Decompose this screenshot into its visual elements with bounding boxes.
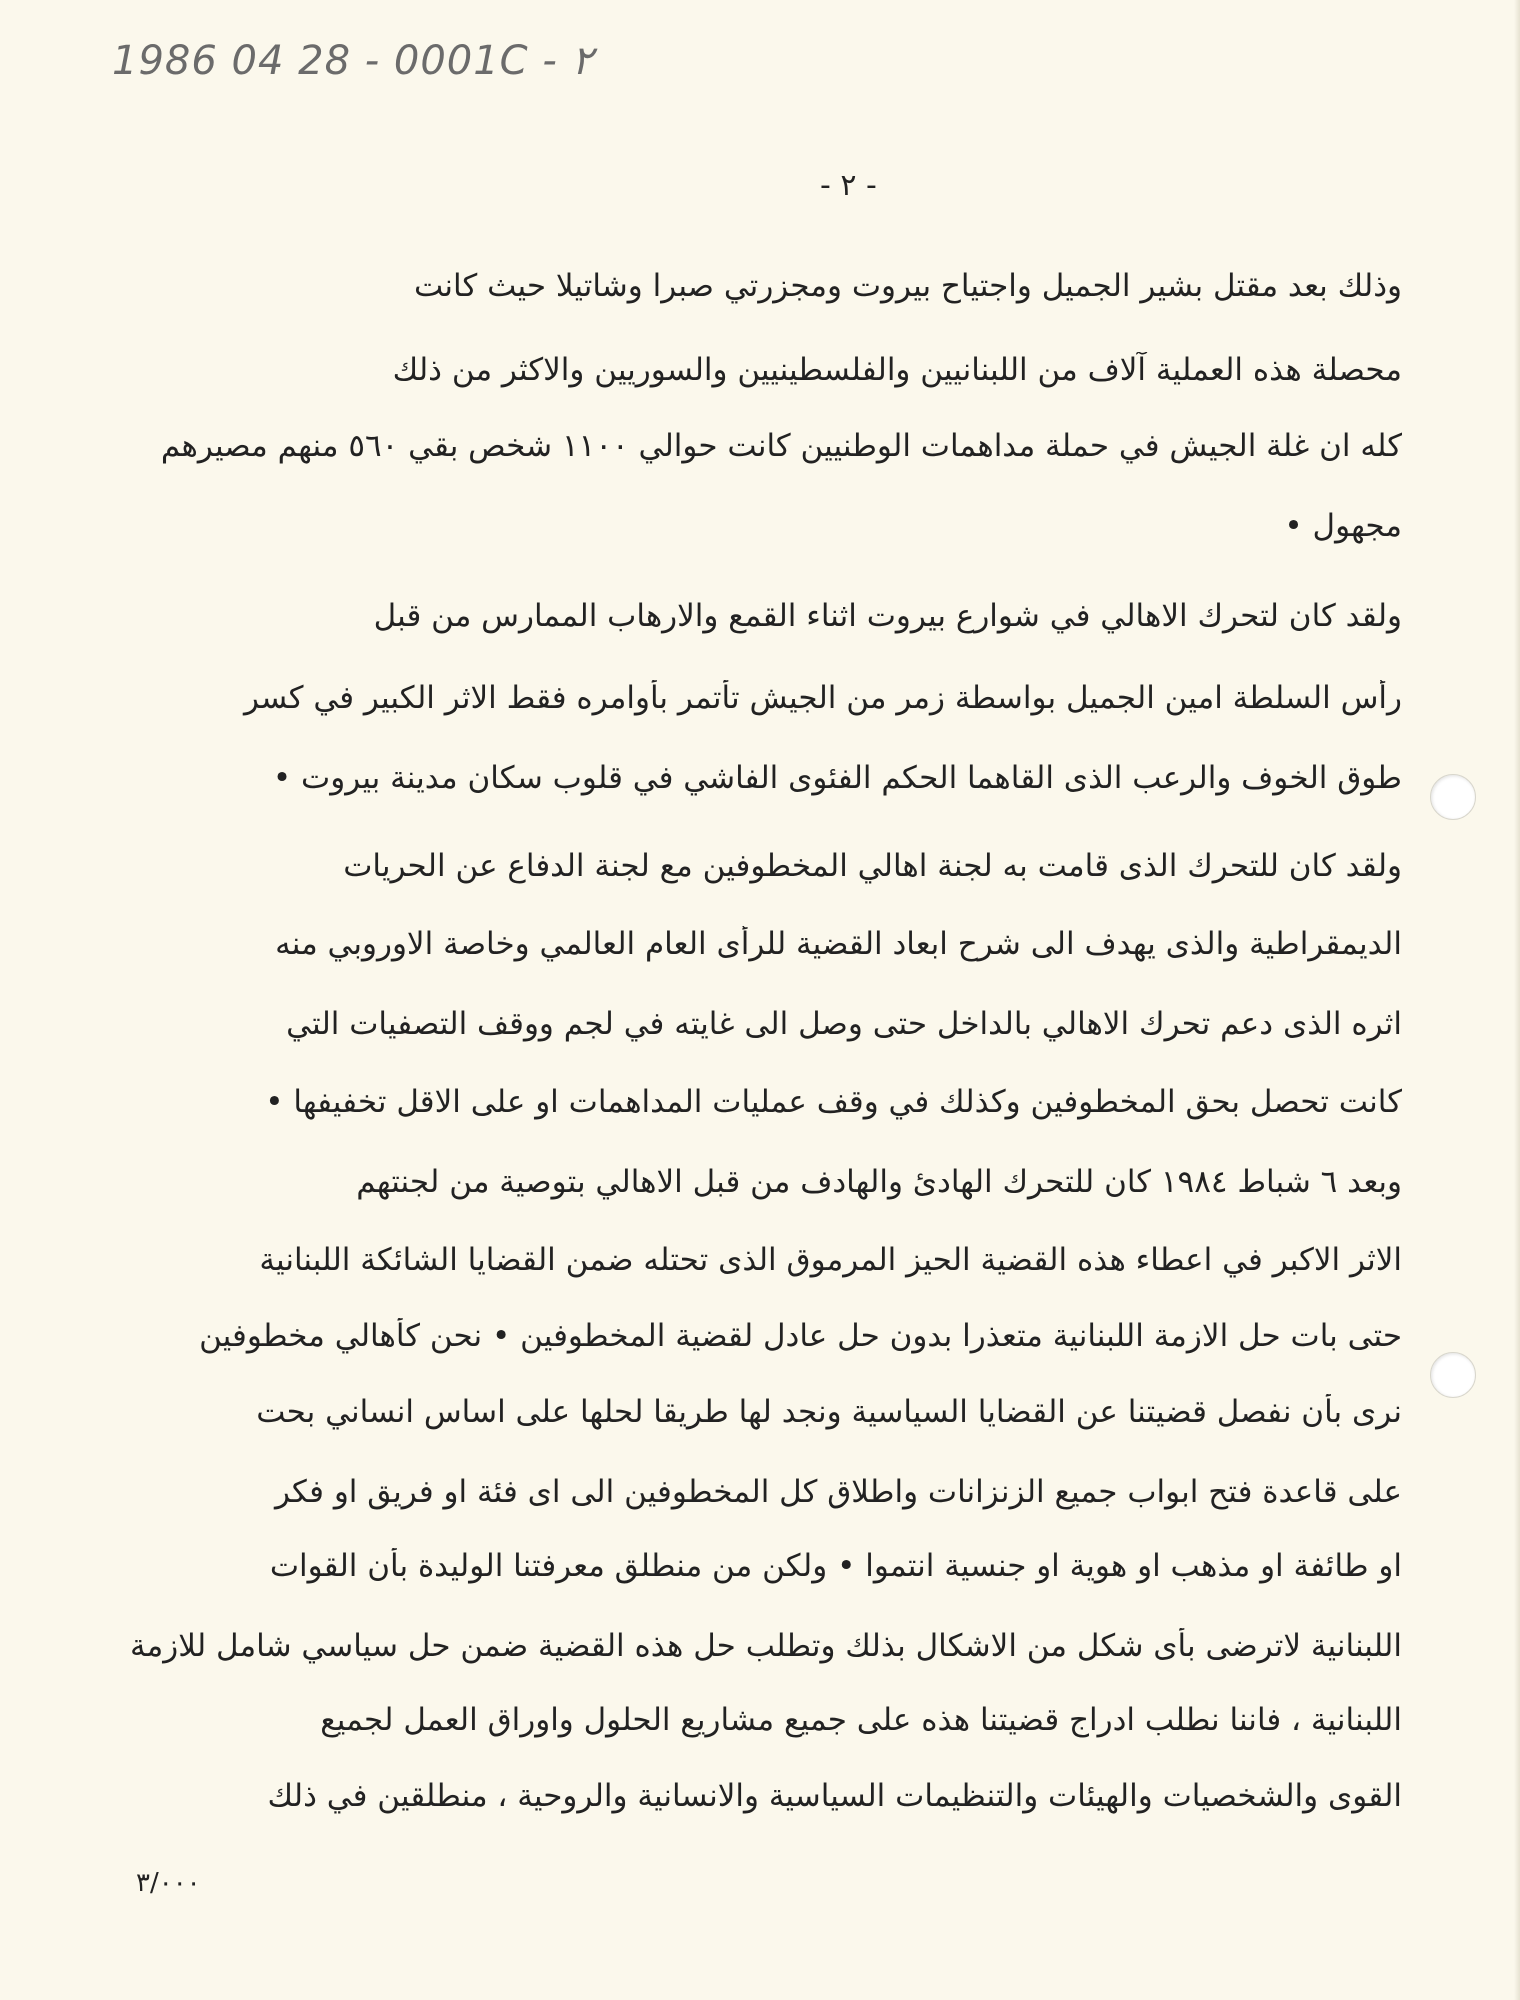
punch-hole — [1430, 774, 1476, 820]
document-reference-number: 1986 04 28 - 0001C - ٢ — [112, 38, 593, 84]
body-line: وذلك بعد مقتل بشير الجميل واجتياح بيروت ومجزرتي صبرا وشاتيلا حيث كانت — [413, 268, 1402, 304]
body-line: القوى والشخصيات والهيئات والتنظيمات السياسية والانسانية والروحية ، منطلقين في ذلك — [267, 1778, 1402, 1814]
body-line: رأس السلطة امين الجميل بواسطة زمر من الجيش تأتمر بأوامره فقط الاثر الكبير في كسر — [244, 680, 1402, 716]
body-line: طوق الخوف والرعب الذى القاهما الحكم الفئوى الفاشي في قلوب سكان مدينة بيروت • — [272, 760, 1402, 796]
body-line: الاثر الاكبر في اعطاء هذه القضية الحيز المرموق الذى تحتله ضمن القضايا الشائكة اللبنانية — [259, 1242, 1402, 1278]
body-line: اللبنانية ، فاننا نطلب ادراج قضيتنا هذه على جميع مشاريع الحلول واوراق العمل لجميع — [320, 1702, 1402, 1738]
body-line: وبعد ٦ شباط ١٩٨٤ كان للتحرك الهادئ والهادف من قبل الاهالي بتوصية من لجنتهم — [356, 1164, 1402, 1200]
body-line: كله ان غلة الجيش في حملة مداهمات الوطنيين كانت حوالي ١١٠٠ شخص بقي ٥٦٠ منهم مصيرهم — [160, 428, 1402, 464]
body-line: محصلة هذه العملية آلاف من اللبنانيين والفلسطينيين والسوريين والاكثر من ذلك — [392, 352, 1402, 388]
body-line: ولقد كان للتحرك الذى قامت به لجنة اهالي المخطوفين مع لجنة الدفاع عن الحريات — [343, 848, 1402, 884]
punch-hole — [1430, 1352, 1476, 1398]
body-line: مجهول • — [1284, 508, 1402, 544]
page-number: - ٢ - — [820, 168, 877, 203]
body-line: حتى بات حل الازمة اللبنانية متعذرا بدون حل عادل لقضية المخطوفين • نحن كأهالي مخطوفين — [199, 1318, 1402, 1354]
body-line: كانت تحصل بحق المخطوفين وكذلك في وقف عمليات المداهمات او على الاقل تخفيفها • — [265, 1084, 1402, 1120]
body-line: نرى بأن نفصل قضيتنا عن القضايا السياسية ونجد لها طريقا لحلها على اساس انساني بحت — [256, 1394, 1402, 1430]
page-edge-shadow — [1514, 0, 1520, 2000]
continuation-marker: ٣/٠٠٠ — [136, 1868, 201, 1898]
body-line: اللبنانية لاترضى بأى شكل من الاشكال بذلك وتطلب حل هذه القضية ضمن حل سياسي شامل للازمة — [130, 1628, 1402, 1664]
body-line: الديمقراطية والذى يهدف الى شرح ابعاد القضية للرأى العام العالمي وخاصة الاوروبي منه — [275, 926, 1402, 962]
body-line: او طائفة او مذهب او هوية او جنسية انتموا • ولكن من منطلق معرفتنا الوليدة بأن القوات — [269, 1548, 1402, 1584]
body-line: ولقد كان لتحرك الاهالي في شوارع بيروت اثناء القمع والارهاب الممارس من قبل — [373, 598, 1402, 634]
body-line: اثره الذى دعم تحرك الاهالي بالداخل حتى وصل الى غايته في لجم ووقف التصفيات التي — [286, 1006, 1402, 1042]
body-line: على قاعدة فتح ابواب جميع الزنزانات واطلاق كل المخطوفين الى اى فئة او فريق او فكر — [274, 1474, 1402, 1510]
